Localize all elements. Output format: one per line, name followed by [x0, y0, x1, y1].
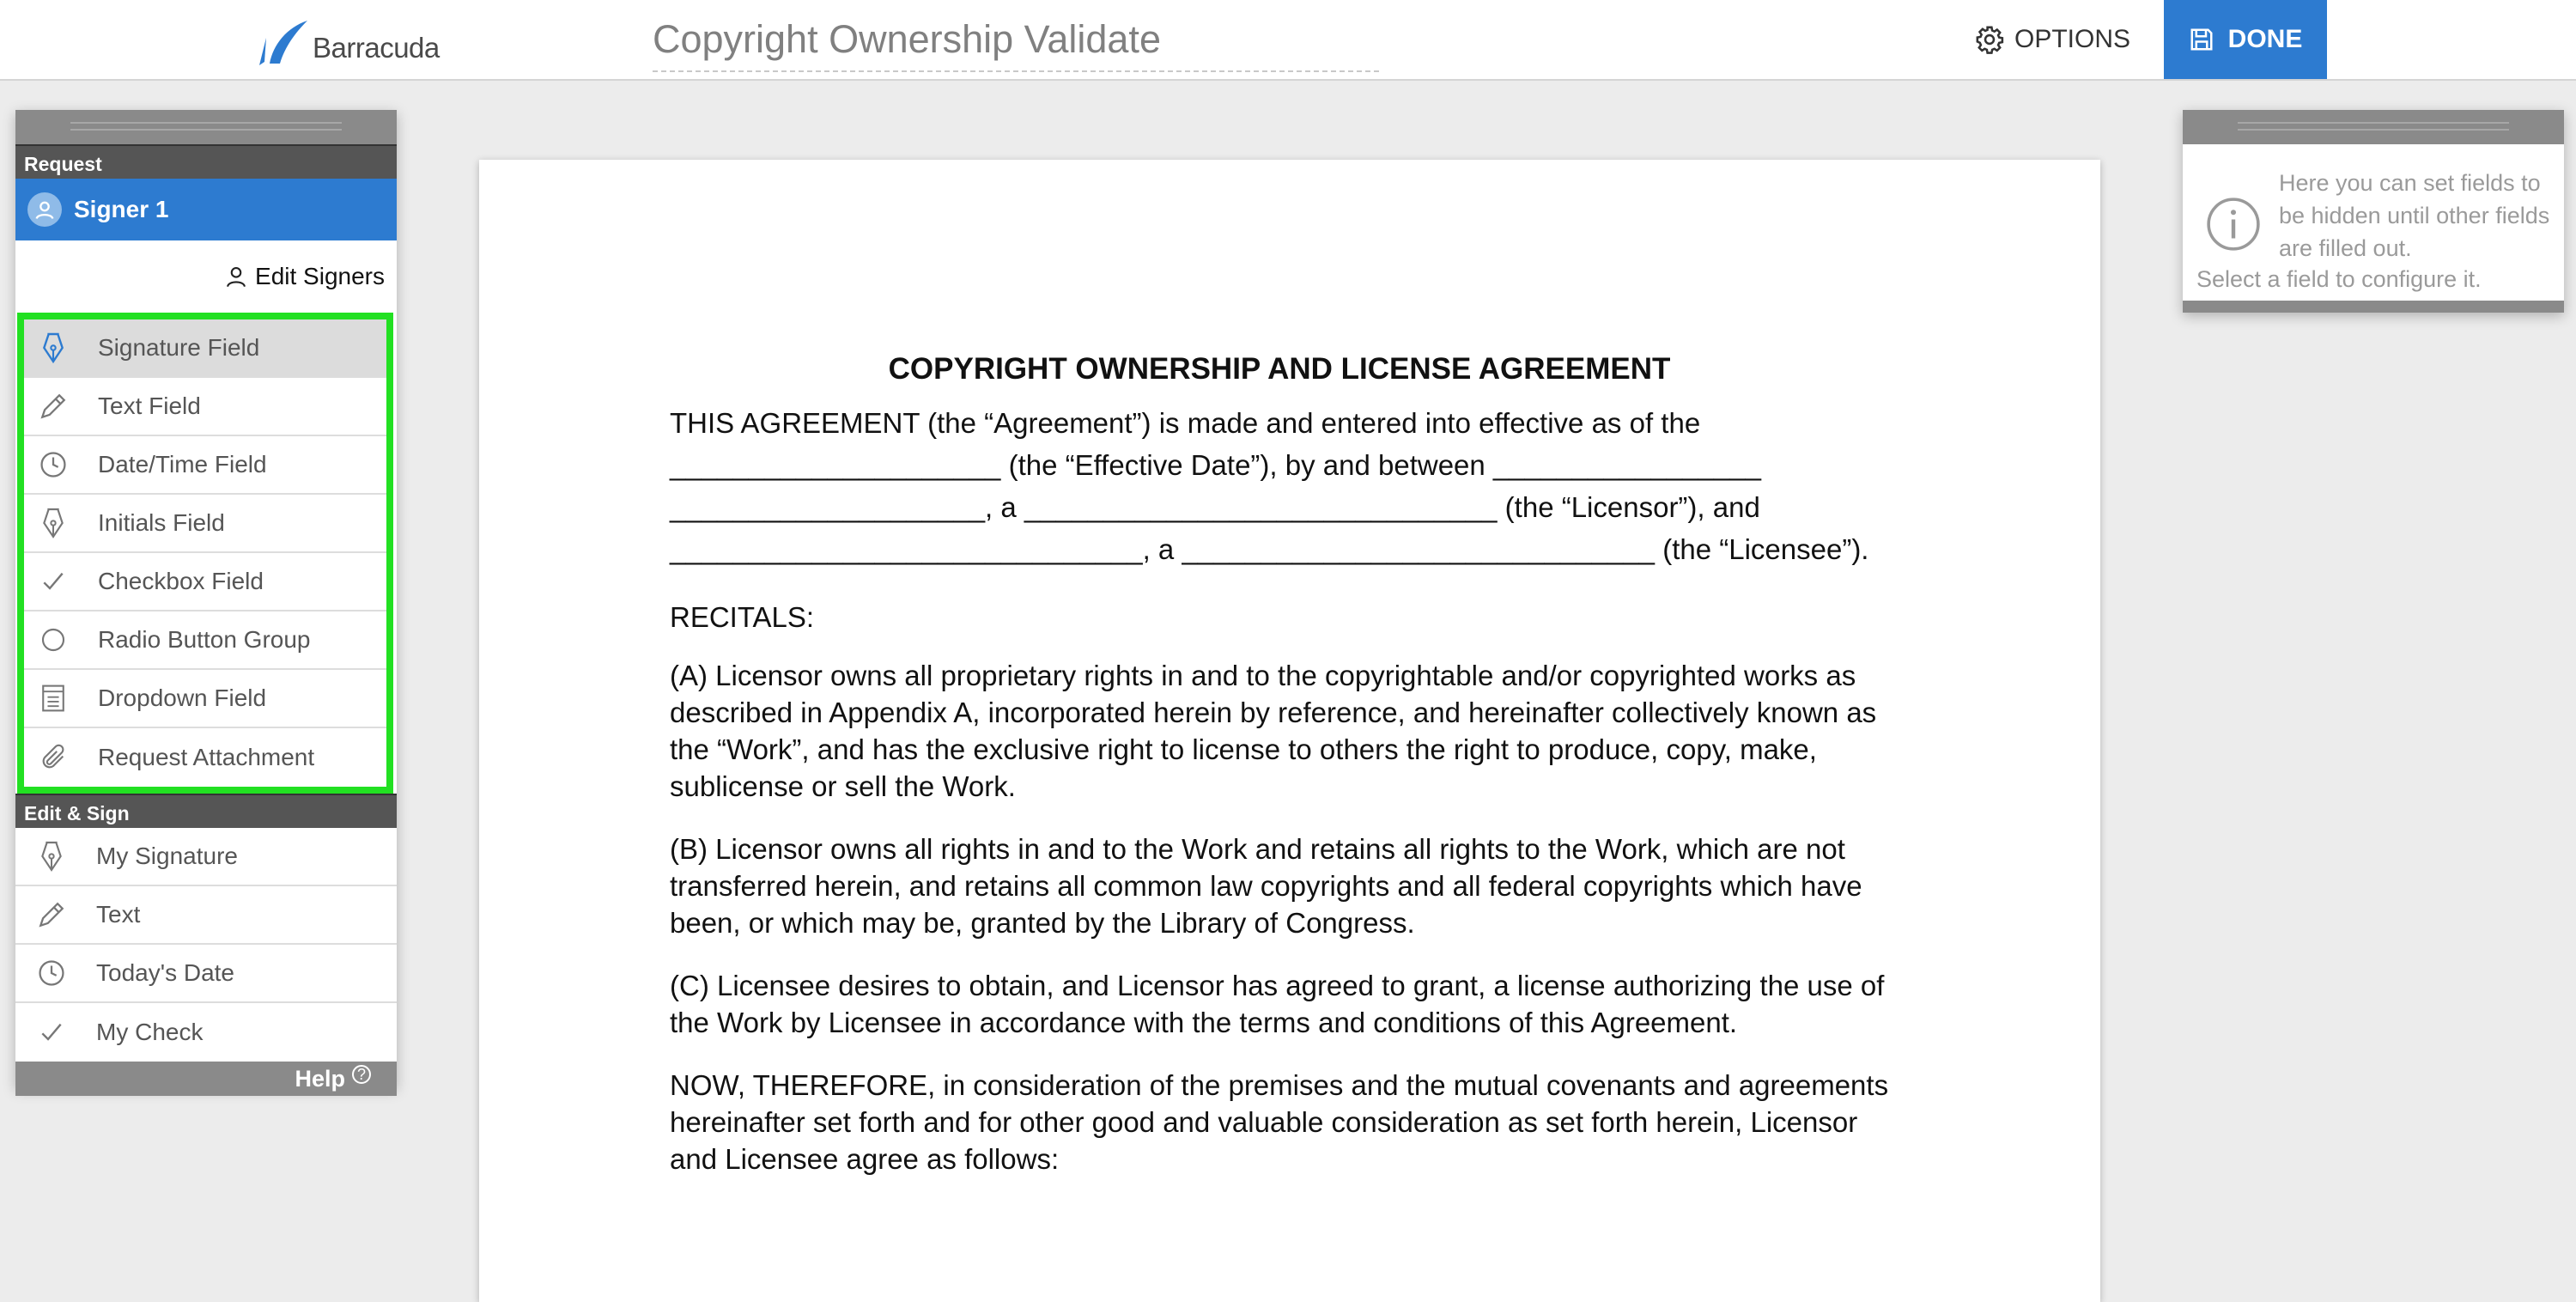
edit-signers-button[interactable]: [15, 240, 397, 313]
request-field-list: [17, 313, 393, 794]
info-text: Here you can set fields to be hidden until other fields are filled out.: [2279, 170, 2550, 261]
panel-drag-handle[interactable]: [2183, 110, 2564, 144]
done-label: DONE: [2227, 25, 2303, 53]
pencil-icon: [36, 389, 70, 423]
info-box: [2183, 144, 2564, 301]
text-tool[interactable]: [15, 886, 397, 945]
text-tool-label: Text: [96, 901, 141, 928]
checkbox-field-label: Checkbox Field: [98, 568, 264, 594]
text-field-label: Text Field: [98, 392, 201, 419]
info-subtext: Select a field to configure it.: [2196, 266, 2482, 292]
recitals-heading: RECITALS:: [670, 601, 815, 633]
panel-bottom-bar: [2183, 301, 2564, 313]
request-section-heading: Request: [15, 144, 397, 179]
paperclip-icon: [36, 740, 70, 775]
pen-nib-icon: [36, 506, 70, 540]
options-button[interactable]: [1975, 0, 2130, 79]
my-check-tool[interactable]: [15, 1003, 397, 1062]
checkbox-field-tool[interactable]: [24, 553, 386, 611]
my-check-label: My Check: [96, 1019, 204, 1045]
document-page[interactable]: [479, 160, 2100, 1302]
user-avatar-icon: [27, 192, 62, 227]
document-body: [670, 349, 1906, 1203]
pen-nib-icon: [36, 331, 70, 365]
intro-paragraph: THIS AGREEMENT (the “Agreement”) is made and entered into effective as of the _____________________ (the “Effective Date”), by and between _________________ ____________________, a ______________________________ (the “Licensor”), and ______________________________, a ______________________________ (the “Licensee”).: [670, 407, 1869, 565]
edit-sign-section-heading: Edit & Sign: [15, 794, 397, 828]
panel-drag-handle[interactable]: [15, 110, 397, 144]
help-label: Help: [295, 1065, 345, 1092]
person-icon: [224, 265, 248, 289]
checkmark-icon: [34, 1015, 69, 1050]
my-signature-label: My Signature: [96, 843, 238, 869]
question-icon: ?: [352, 1065, 371, 1084]
signature-field-tool[interactable]: [24, 319, 386, 378]
initials-field-tool[interactable]: [24, 495, 386, 553]
edit-signers-label: Edit Signers: [255, 263, 385, 289]
radio-group-tool[interactable]: [24, 611, 386, 670]
datetime-field-tool[interactable]: [24, 436, 386, 495]
dropdown-list-icon: [36, 681, 70, 715]
edit-sign-list: [15, 828, 397, 1062]
now-therefore-paragraph: NOW, THEREFORE, in consideration of the premises and the mutual covenants and agreements hereinafter set forth and for other good and valuable consideration as set forth herein, Licensor and Licensee agree as follows:: [670, 1069, 1889, 1175]
todays-date-tool[interactable]: [15, 945, 397, 1003]
barracuda-fin-icon: [254, 21, 309, 65]
dropdown-field-tool[interactable]: [24, 670, 386, 728]
barracuda-logo: [254, 17, 440, 65]
field-tools-panel: [15, 110, 397, 1092]
recital-a-paragraph: (A) Licensor owns all proprietary rights in and to the copyrightable and/or copyrighted works as described in Appendix A, incorporated herein by reference, and hereinafter collectively known as the “Work”, and has the exclusive right to license to others the right to produce, copy, make, sublicense or sell the Work.: [670, 660, 1877, 802]
help-button[interactable]: [15, 1062, 397, 1096]
request-attachment-tool[interactable]: [24, 728, 386, 787]
gear-icon: [1975, 25, 2004, 54]
conditional-fields-panel: [2183, 110, 2564, 313]
checkmark-icon: [36, 564, 70, 599]
logo-text: Barracuda: [313, 32, 440, 64]
text-field-tool[interactable]: [24, 378, 386, 436]
initials-field-label: Initials Field: [98, 509, 225, 536]
radio-group-label: Radio Button Group: [98, 626, 311, 653]
save-disk-icon: [2189, 27, 2215, 52]
signer-label: Signer 1: [74, 196, 169, 222]
datetime-field-label: Date/Time Field: [98, 451, 267, 478]
pen-nib-icon: [34, 839, 69, 873]
recital-c-paragraph: (C) Licensee desires to obtain, and Licensor has agreed to grant, a license authorizing the use of the Work by Licensee in accordance with the terms and conditions of this Agreement.: [670, 970, 1885, 1038]
my-signature-tool[interactable]: [15, 828, 397, 886]
document-title-input[interactable]: Copyright Ownership Validate: [653, 12, 1379, 72]
document-heading: COPYRIGHT OWNERSHIP AND LICENSE AGREEMENT: [888, 352, 1671, 386]
signature-field-label: Signature Field: [98, 334, 260, 361]
request-attachment-label: Request Attachment: [98, 744, 315, 770]
clock-icon: [36, 447, 70, 482]
todays-date-label: Today's Date: [96, 959, 234, 986]
options-label: OPTIONS: [2014, 25, 2131, 53]
radio-circle-icon: [36, 623, 70, 657]
pencil-icon: [34, 897, 69, 932]
recital-b-paragraph: (B) Licensor owns all rights in and to the Work and retains all rights to the Work, which are not transferred herein, and retains all common law copyrights and all federal copyrights which have been, or which may be, granted by the Library of Congress.: [670, 833, 1862, 939]
signer-selector[interactable]: [15, 179, 397, 240]
top-header: [0, 0, 2576, 81]
dropdown-field-label: Dropdown Field: [98, 684, 267, 711]
clock-icon: [34, 956, 69, 990]
info-icon: [2205, 196, 2262, 252]
done-button[interactable]: [2164, 0, 2327, 79]
